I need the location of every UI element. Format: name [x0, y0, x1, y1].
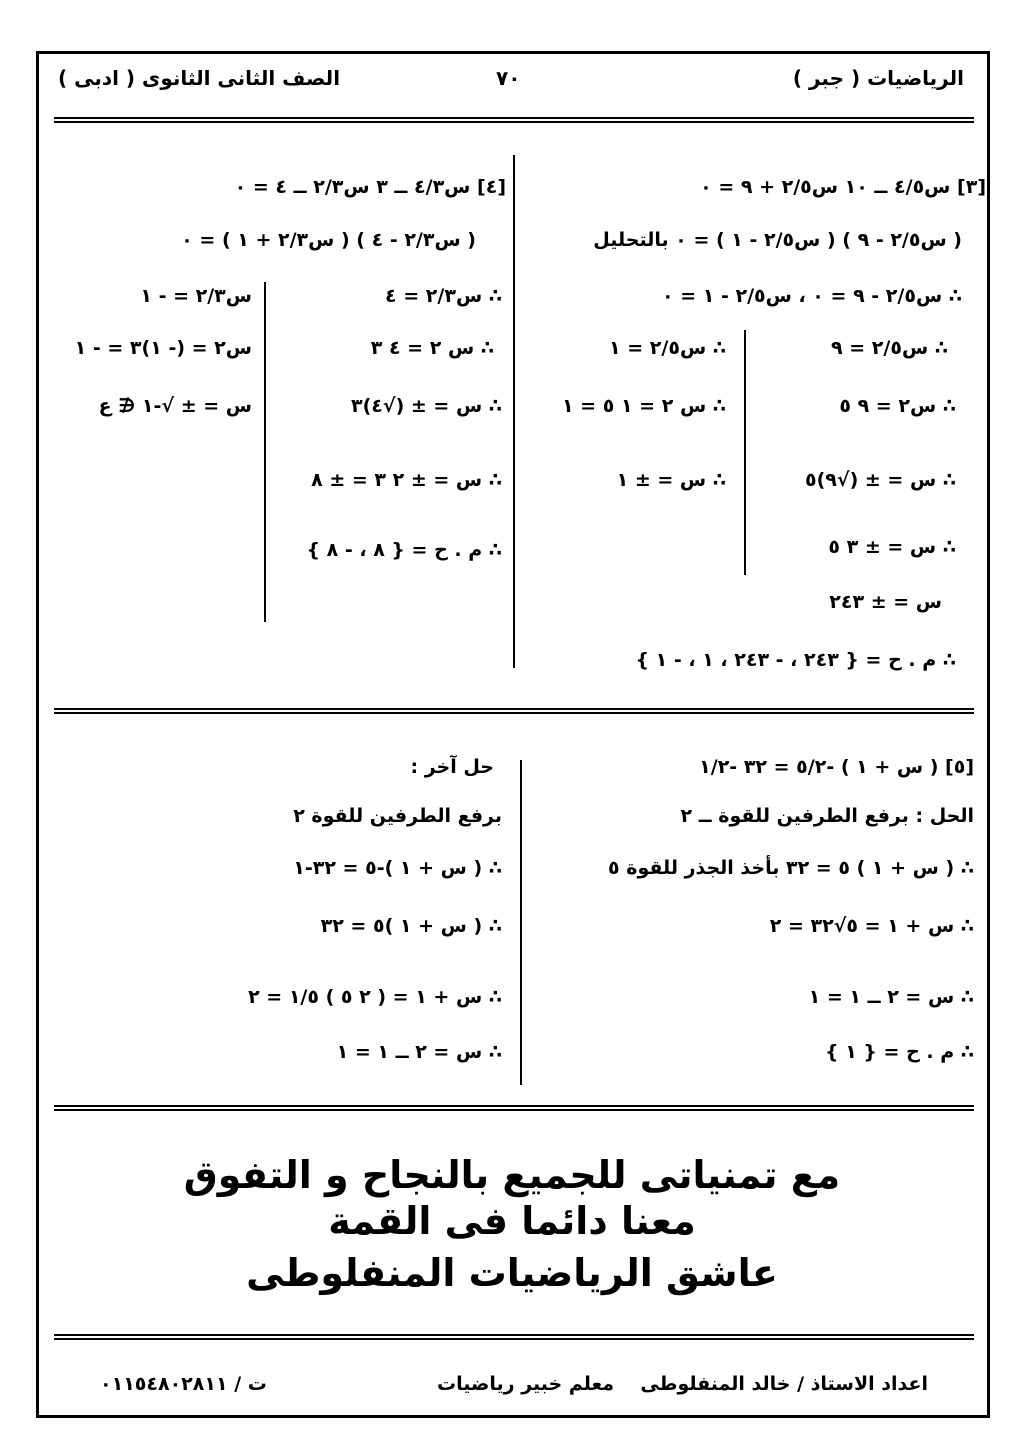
problem4-step: ∴ س = ± ٢ ٣ = ± ٨ — [311, 469, 502, 491]
problem5-step: ∴ ( س + ١ ) ٥ = ٣٢ بأخذ الجذر للقوة ٥ — [608, 857, 974, 879]
footer-author: اعداد الاستاذ / خالد المنفلوطى — [640, 1373, 928, 1395]
problem3-step: ∴ س = ± ١ — [616, 469, 726, 491]
divider — [54, 1109, 974, 1111]
problem3-step: ∴ س٢ = ٩ ٥ — [839, 395, 956, 417]
problem3-step: ∴ س = ± (√٩)٥ — [805, 469, 956, 491]
alternative-step: ∴ ( س + ١ )٥ = ٣٢ — [320, 915, 502, 937]
alternative-step: ∴ س = ٢ ــ ١ = ١ — [336, 1041, 502, 1063]
footer-title: معلم خبير رياضيات — [437, 1373, 614, 1395]
problem5-equation: [٥] ( س + ١ ) -٥/٢ = ٣٢ -١/٢ — [699, 756, 974, 778]
problem3-solution-set: ∴ م . ح = { ٢٤٣ ، - ٢٤٣ ، ١ ، - ١ } — [635, 649, 956, 671]
alternative-title: حل آخر : — [410, 756, 494, 778]
problem5-step: الحل : برفع الطرفين للقوة ــ ٢ — [680, 805, 974, 827]
problem3-step: ∴ س = ± ٣ ٥ — [828, 536, 956, 558]
alternative-step: ∴ س + ١ = ( ٢ ٥ ) ١/٥ = ٢ — [248, 986, 502, 1008]
problem3-factor: ( س٢/٥ - ٩ ) ( س٢/٥ - ١ ) = ٠ بالتحليل — [593, 229, 962, 251]
problem3-step: ∴ س ٢ = ١ ٥ = ١ — [561, 395, 726, 417]
problem4-solution-set: ∴ م . ح = { ٨ ، - ٨ } — [306, 539, 502, 561]
header-grade: الصف الثانى الثانوى ( ادبى ) — [58, 66, 341, 90]
problem5-step: ∴ س + ١ = ٥√٣٢ = ٢ — [769, 915, 974, 937]
page-number: ٧٠ — [496, 66, 521, 90]
problem4-step: ∴ س = ± (√٤)٣ — [351, 395, 502, 417]
closing-line: معنا دائما فى القمة — [328, 1199, 696, 1243]
problem4-step: س٢ = (- ١)٣ = - ١ — [74, 337, 252, 359]
divider — [54, 1338, 974, 1340]
closing-line: عاشق الرياضيات المنفلوطى — [246, 1251, 778, 1295]
divider — [54, 708, 974, 710]
divider — [54, 1105, 974, 1107]
divider — [54, 712, 974, 714]
divider — [54, 117, 974, 119]
header-subject: الرياضيات ( جبر ) — [792, 66, 964, 90]
problem4-step: ∴ س ٢ = ٤ ٣ — [370, 337, 494, 359]
problem3-step: ∴ س٢/٥ = ١ — [609, 337, 726, 359]
column-divider — [264, 282, 266, 622]
footer-phone: ت / ٠١١٥٤٨٠٢٨١١ — [100, 1373, 267, 1395]
column-divider — [513, 155, 515, 668]
problem4-step: س = ± √-١ ∉ ع — [98, 395, 252, 417]
problem5-step: ∴ س = ٢ ــ ١ = ١ — [808, 986, 974, 1008]
problem4-step: س٢/٣ = - ١ — [140, 285, 252, 307]
closing-line: مع تمنياتى للجميع بالنجاح و التفوق — [183, 1153, 841, 1197]
problem3-step: ∴ س٢/٥ = ٩ — [831, 337, 948, 359]
alternative-step: برفع الطرفين للقوة ٢ — [293, 805, 502, 827]
problem5-solution-set: ∴ م . ح = { ١ } — [825, 1041, 974, 1063]
column-divider — [520, 760, 522, 1085]
divider — [54, 1334, 974, 1336]
problem3-equation: [٣] س٤/٥ ــ ١٠ س٢/٥ + ٩ = ٠ — [700, 176, 986, 198]
problem4-step: ∴ س٢/٣ = ٤ — [385, 285, 502, 307]
problem4-factor: ( س٢/٣ - ٤ ) ( س٢/٣ + ١ ) = ٠ — [181, 229, 476, 251]
column-divider — [744, 330, 746, 575]
problem3-step: س = ± ٢٤٣ — [829, 591, 942, 613]
divider — [54, 121, 974, 123]
problem4-equation: [٤] س٤/٣ ــ ٣ س٢/٣ ــ ٤ = ٠ — [234, 176, 506, 198]
problem3-split: ∴ س٢/٥ - ٩ = ٠ ، س٢/٥ - ١ = ٠ — [661, 285, 962, 307]
alternative-step: ∴ ( س + ١ )-٥ = ٣٢-١ — [293, 857, 502, 879]
